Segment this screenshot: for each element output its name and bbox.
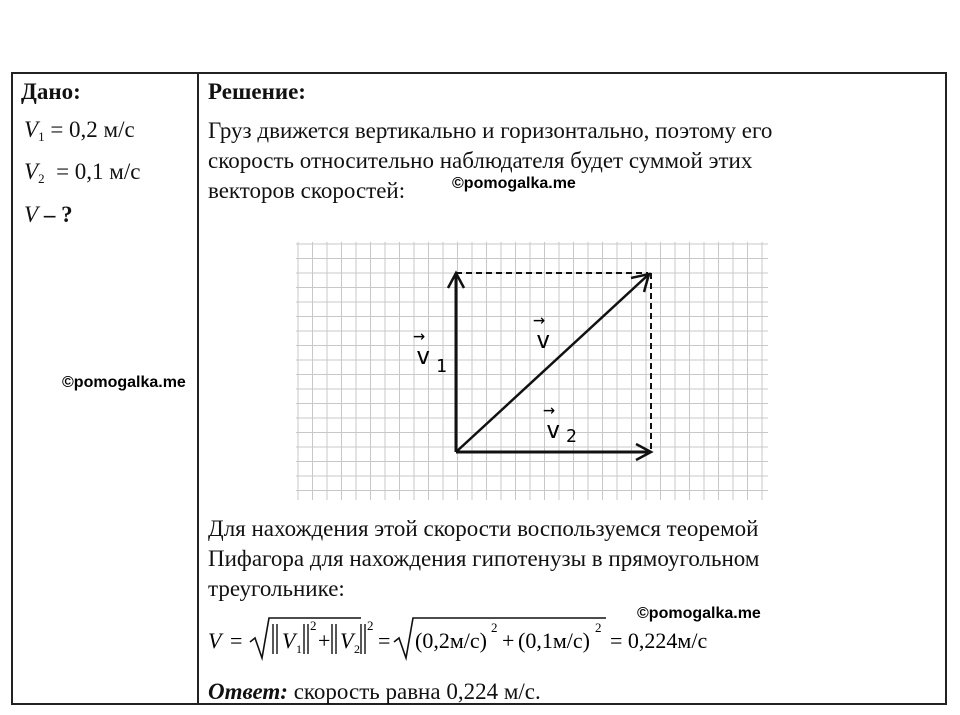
v1-label: v xyxy=(416,342,431,370)
given-heading: Дано: xyxy=(21,79,81,104)
column-divider xyxy=(197,72,199,705)
formula-v1-sub: 1 xyxy=(296,642,302,656)
given-v1-value: = 0,2 м/с xyxy=(50,117,135,142)
watermark-bottom: ©pomogalka.me xyxy=(637,605,761,622)
intro-line-3: векторов скоростей: xyxy=(208,178,406,203)
given-find-symbol: V xyxy=(24,202,39,227)
explanation-line-1: Для нахождения этой скорости воспользуемся теоремой xyxy=(208,516,759,541)
formula-power: 2 xyxy=(310,618,317,633)
watermark-top: ©pomogalka.me xyxy=(452,175,576,192)
intro-line-1: Груз движется вертикально и горизонтально, поэтому его xyxy=(208,118,773,143)
formula-plus-2: + xyxy=(502,628,515,653)
given-v1-symbol: V xyxy=(24,117,39,142)
answer-line xyxy=(208,680,541,703)
given-v1-sub: 1 xyxy=(38,129,45,144)
given-v2 xyxy=(24,160,140,185)
formula-lhs: V xyxy=(208,628,222,653)
formula-power: 2 xyxy=(491,620,498,635)
formula-v2-sub: 2 xyxy=(354,642,360,656)
given-find xyxy=(24,203,73,226)
graph-paper-grid xyxy=(296,242,768,500)
formula-plus-1: + xyxy=(318,628,331,653)
v-label: v xyxy=(536,326,551,354)
formula-power: 2 xyxy=(367,618,374,633)
formula-v1: V xyxy=(282,628,296,653)
formula-v2: V xyxy=(340,628,354,653)
formula-eq-1: = xyxy=(230,628,243,653)
given-v1 xyxy=(24,118,135,143)
v1-label-sub: 1 xyxy=(436,356,447,377)
v2-label-arrow: → xyxy=(543,397,556,421)
answer-label: Ответ: xyxy=(208,679,288,704)
formula-term2: (0,1м/с) xyxy=(518,628,590,653)
watermark-left: ©pomogalka.me xyxy=(62,374,186,391)
given-v2-sub: 2 xyxy=(38,171,45,186)
formula-result: = 0,224м/с xyxy=(610,628,708,653)
v-label-arrow: → xyxy=(533,307,546,331)
explanation-line-3: треугольнике: xyxy=(208,576,345,601)
given-v2-symbol: V xyxy=(24,159,39,184)
given-v2-value: = 0,1 м/с xyxy=(56,159,141,184)
answer-text: скорость равна 0,224 м/с. xyxy=(287,679,541,704)
pythagoras-formula xyxy=(206,612,746,662)
solution-heading: Решение: xyxy=(208,79,306,104)
v2-label: v xyxy=(546,416,561,444)
formula-eq-2: = xyxy=(378,628,391,653)
formula-term1: (0,2м/с) xyxy=(415,628,487,653)
vector-diagram xyxy=(296,242,768,500)
intro-line-2: скорость относительно наблюдателя будет суммой этих xyxy=(208,148,753,173)
v1-label-arrow: → xyxy=(413,323,426,347)
v2-label-sub: 2 xyxy=(566,426,577,447)
formula-power: 2 xyxy=(595,620,602,635)
given-find-value: – ? xyxy=(43,202,73,227)
explanation-line-2: Пифагора для нахождения гипотенузы в прямоугольном xyxy=(208,546,760,571)
